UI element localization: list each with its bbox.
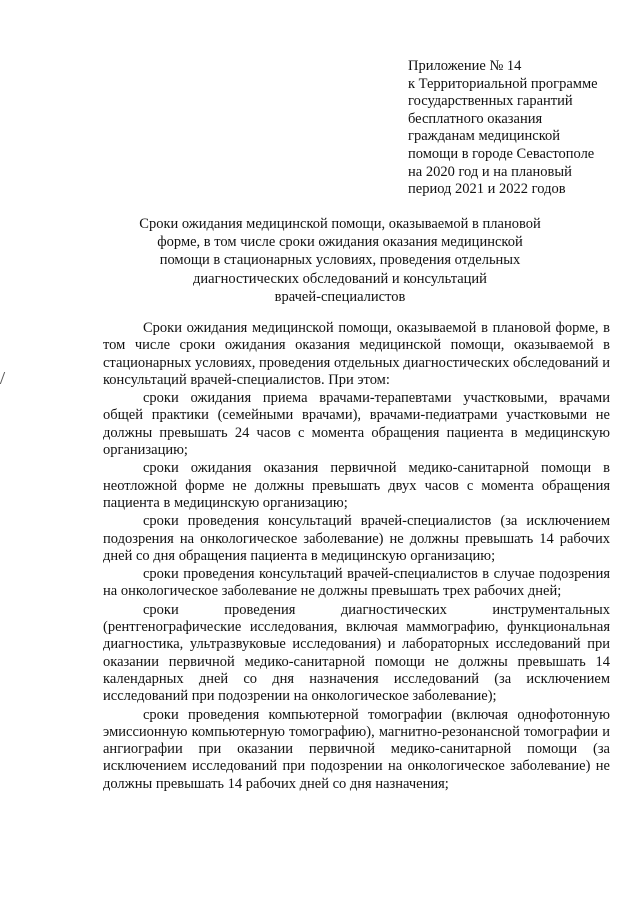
document-body	[103, 320, 610, 793]
document-title	[120, 215, 560, 306]
appendix-line: гражданам медицинской	[408, 128, 561, 145]
appendix-line: государственных гарантий	[408, 93, 573, 110]
margin-mark	[0, 372, 9, 384]
appendix-line: к Территориальной программе	[408, 75, 598, 92]
title-line: врачей-специалистов	[274, 288, 406, 305]
title-line: Сроки ожидания медицинской помощи, оказываемой в плановой	[139, 216, 541, 232]
body-paragraph: сроки ожидания оказания первичной медико-санитарной помощи в неотложной форме не должны превышать двух часов с момента обращения пациента в медицинскую организацию;	[103, 460, 610, 511]
appendix-line: период 2021 и 2022 годов	[408, 181, 566, 198]
appendix-line: Приложение № 14	[408, 58, 522, 74]
body-paragraph: Сроки ожидания медицинской помощи, оказываемой в плановой форме, в том числе сроки ожидания оказания медицинской помощи, оказываемой в стационарных условиях, проведения отдельных диагностических обследований и консультаций врачей-специалистов. При этом:	[103, 320, 610, 388]
body-paragraph: сроки ожидания приема врачами-терапевтами участковыми, врачами общей практики (семейными врачами), врачами-педиатрами участковыми не должны превышать 24 часов с момента обращения пациента в медицинскую организацию;	[103, 390, 610, 459]
appendix-line: бесплатного оказания	[408, 110, 543, 127]
title-line: диагностических обследований и консультаций	[193, 270, 487, 287]
title-line: помощи в стационарных условиях, проведения отдельных	[159, 252, 521, 269]
title-line: форме, в том числе сроки ожидания оказания медицинской	[157, 234, 523, 251]
body-paragraph: сроки проведения диагностических инструментальных (рентгенографические исследования, включая маммографию, функциональная диагностика, ультразвуковые исследования) и лабораторных исследований при оказании первичной медико-санитарной помощи не должны превышать 14 календарных дней со дня назначения исследований (за исключением исследований при подозрении на онкологическое заболевание);	[103, 601, 610, 705]
appendix-line: на 2020 год и на плановый	[408, 163, 572, 180]
body-paragraph: сроки проведения консультаций врачей-специалистов (за исключением подозрения на онкологическое заболевание) не должны превышать 14 рабочих дней со дня обращения пациента в медицинскую организацию;	[103, 513, 610, 564]
appendix-header	[408, 58, 623, 199]
body-paragraph: сроки проведения консультаций врачей-специалистов в случае подозрения на онкологическое заболевание не должны превышать трех рабочих дней;	[103, 566, 610, 600]
appendix-line: помощи в городе Севастополе	[408, 145, 595, 162]
body-paragraph: сроки проведения компьютерной томографии (включая однофотонную эмиссионную компьютерную томографию), магнитно-резонансной томографии и ангиографии при оказании первичной медико-санитарной помощи (за исключением исследований при подозрении на онкологическое заболевание) не должны превышать 14 рабочих дней со дня назначения;	[103, 706, 610, 792]
